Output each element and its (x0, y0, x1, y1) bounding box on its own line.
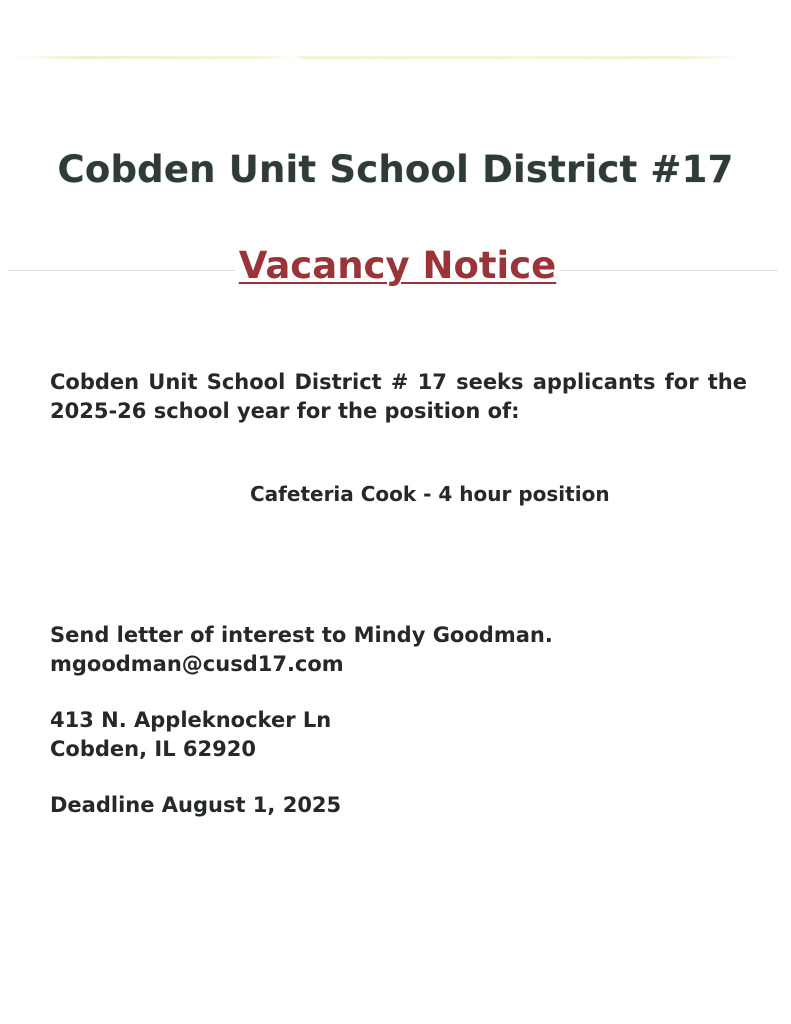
address-line-1: 413 N. Appleknocker Ln (50, 708, 332, 732)
position-title: Cafeteria Cook - 4 hour position (250, 482, 610, 506)
address-line-2: Cobden, IL 62920 (50, 737, 256, 761)
district-title: Cobden Unit School District #17 (57, 148, 734, 191)
intro-paragraph: Cobden Unit School District # 17 seeks applicants for the 2025-26 school year for the position of: (50, 370, 747, 423)
notice-heading-wrapper (0, 244, 791, 287)
vacancy-notice-heading: Vacancy Notice (235, 244, 561, 287)
scan-streak (12, 56, 747, 59)
application-deadline: Deadline August 1, 2025 (50, 793, 342, 817)
contact-email: mgoodman@cusd17.com (50, 652, 344, 676)
contact-instruction: Send letter of interest to Mindy Goodman. (50, 623, 553, 647)
